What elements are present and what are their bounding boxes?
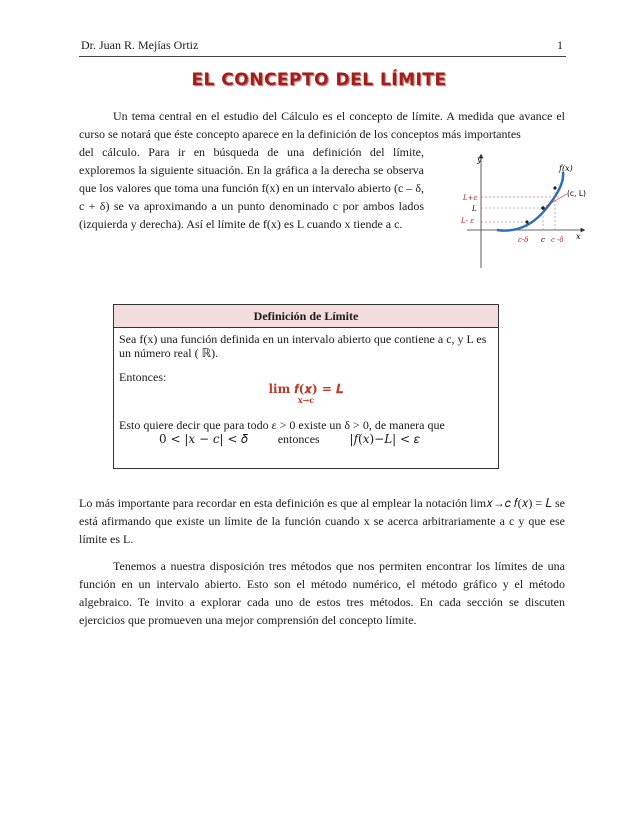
x-axis-label: x <box>576 232 581 241</box>
limit-main: lim 𝒇(𝒙) = 𝑳 <box>268 382 344 396</box>
definition-body <box>114 328 498 450</box>
label-l-plus: L+ε <box>463 194 478 202</box>
header-rule <box>79 56 566 57</box>
definition-inequalities <box>119 432 493 446</box>
ineq-left: 0 < |𝑥 − 𝑐| < 𝛿 <box>159 432 248 446</box>
intro-paragraph-wrapped: del cálculo. Para ir en búsqueda de una definición del límite, exploremos la siguiente situación. En la gráfica a la derecha se observa que los valores que toma una función f(x) en un intervalo abierto (c – δ, c + δ) se va aproximando a un punto denominado c por ambos lados (izquierda y derecha). Así el límite de f(x) es L cuando x tiende a c. <box>79 145 424 231</box>
label-c-plus: c -δ <box>551 236 564 244</box>
point-label: (c, L) <box>567 189 586 198</box>
y-axis-label: y <box>477 155 482 164</box>
definition-line2: Esto quiere decir que para todo ε > 0 existe un δ > 0, de manera que <box>119 418 445 432</box>
definition-box <box>113 304 499 469</box>
limit-subscript: x→c <box>297 395 315 405</box>
intro-paragraph-top: Un tema central en el estudio del Cálculo es el concepto de límite. A medida que avance el curso se notará que éste concepto aparece en la definición de los conceptos más importantes <box>79 109 565 141</box>
definition-heading: Definición de Límite <box>114 305 498 328</box>
limit-expression <box>119 384 493 406</box>
paragraph-methods: Tenemos a nuestra disposición tres métodos que nos permiten encontrar los límites de una función en un intervalo abierto. Esto son el método numérico, el método gráfico y el método algebraico. Te invito a explorar cada uno de estos tres métodos. En cada sección se discuten ejercicios que promueven una mejor comprensión del concepto límite. <box>79 559 565 627</box>
point-c-plus <box>553 186 556 189</box>
point-c-minus <box>525 220 528 223</box>
page-number: 1 <box>557 38 563 52</box>
ineq-mid: entonces <box>277 432 320 446</box>
definition-line1: Sea f(x) una función definida en un intervalo abierto que contiene a c, y L es un número real ( ℝ). <box>119 332 487 360</box>
point-c-l <box>541 206 545 210</box>
label-l: L <box>472 205 477 213</box>
label-l-minus: L- ε <box>461 217 474 225</box>
label-c: c <box>541 236 545 244</box>
curve-label: f(x) <box>559 164 573 173</box>
header-author: Dr. Juan R. Mejías Ortiz <box>81 38 199 52</box>
limit-graph <box>447 150 587 272</box>
label-c-minus: c-δ <box>518 236 529 244</box>
page-title: EL CONCEPTO DEL LÍMITE <box>191 70 447 90</box>
definition-entonces: Entonces: <box>119 370 167 384</box>
paragraph-notation: Lo más importante para recordar en esta definición es que al emplear la notación lim𝑥→𝑐 𝑓(𝑥) = 𝐿 se está afirmando que existe un límite de la función cuando x se acerca arbitrariamente a c y que ese límite es L. <box>79 496 565 546</box>
ineq-right: |𝑓(𝑥)−𝐿| < 𝜀 <box>349 432 420 446</box>
